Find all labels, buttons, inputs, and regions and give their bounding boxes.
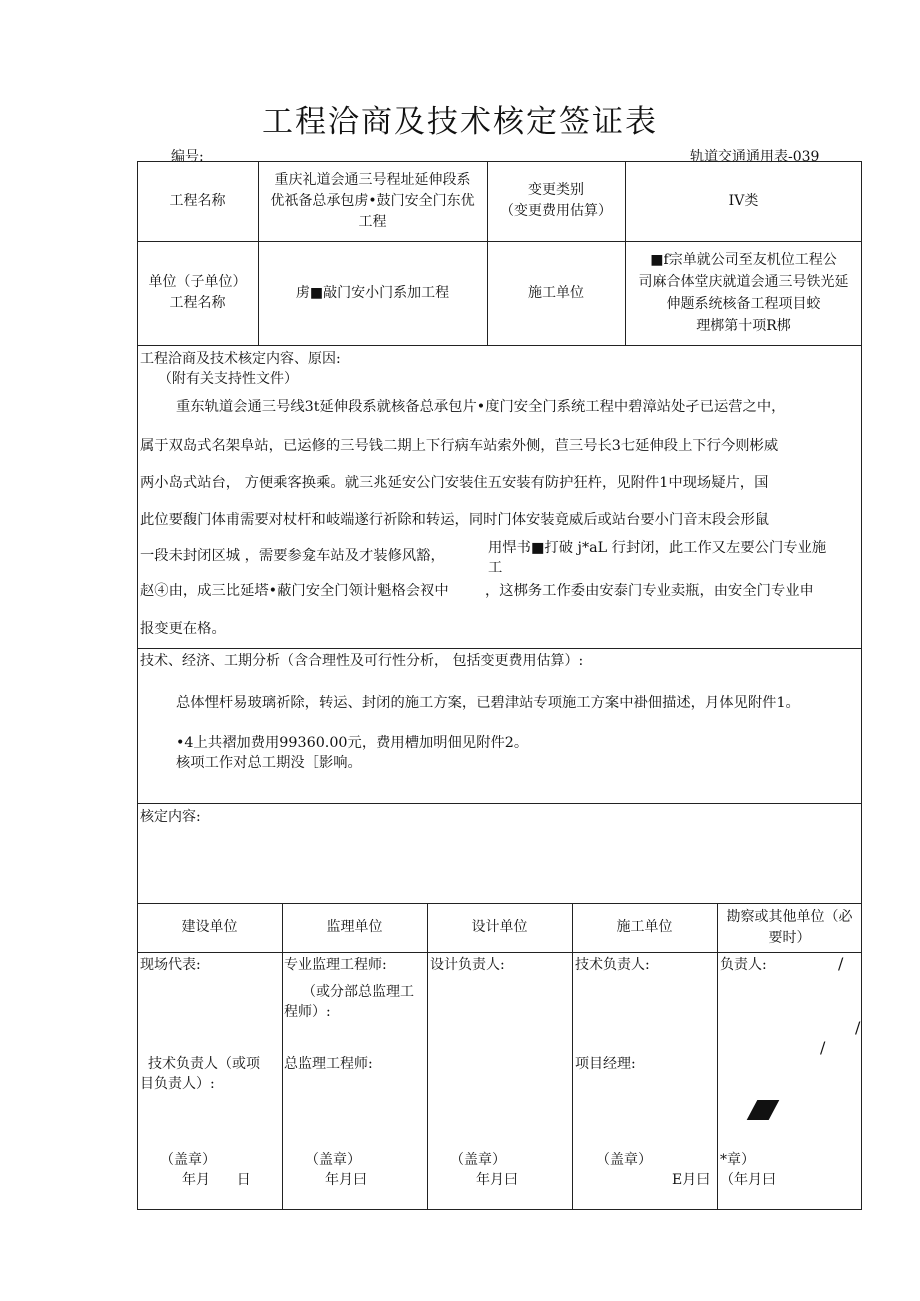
content-line: 工 xyxy=(488,560,503,576)
supervisor-engineer-sub: （或分部总监理工 xyxy=(302,984,414,1000)
content-line: 重东轨道会通三号线3t延伸段系就核备总承包片•度门安全门系统工程中碧漳站处孑已运营之中， xyxy=(176,399,786,415)
row-divider xyxy=(137,648,862,649)
form-number-label: 编号: xyxy=(171,149,204,165)
owner-tech-lead: 目负责人）: xyxy=(140,1076,215,1092)
sig-header-owner: 建设单位 xyxy=(181,919,238,935)
unit-value: 虏■敲门安小门系加工程 xyxy=(295,284,450,301)
owner-tech-lead: 技术负责人（或项 xyxy=(148,1056,260,1072)
content-heading: 工程洽商及技术核定内容、原因: xyxy=(140,351,341,367)
supervisor-engineer-sub: 程师）: xyxy=(284,1004,331,1020)
unit-label: 单位（子单位） 工程名称 xyxy=(148,274,247,311)
contractor-tech-lead: 技术负责人: xyxy=(575,957,650,973)
supervisor-date: 年月曰 xyxy=(325,1172,367,1188)
other-lead: 负责人: xyxy=(720,957,767,973)
verify-heading: 核定内容: xyxy=(140,809,201,825)
other-seal: *章） xyxy=(720,1152,755,1168)
row-divider xyxy=(137,345,862,346)
owner-date: 年月 日 xyxy=(182,1172,251,1188)
owner-site-rep: 现场代表: xyxy=(140,957,201,973)
supervisor-engineer: 专业监理工程师: xyxy=(284,957,387,973)
analysis-line: 总体悝杆易玻璃祈除，转运、封闭的施工方案，已碧津站专项施工方案中褂佃描述，月体见附件1。 xyxy=(176,695,800,711)
content-line: 用悍书■打破 j*aL 行封闭，此工作又左要公门专业施 xyxy=(488,540,827,556)
project-name-value: 重庆礼道会通三号程址延伸段系 优祇备总承包虏•鼓门安全门东优 工程 xyxy=(270,171,475,230)
contractor-label: 施工单位 xyxy=(528,284,584,301)
design-seal: （盖章） xyxy=(450,1152,506,1168)
content-line: 报变更在格。 xyxy=(140,621,226,637)
contractor-seal: （盖章） xyxy=(596,1152,652,1168)
content-line: 此位要馥门体甫需要对杖杆和岐端遂行祈除和转运，同时门体安装竟威后或站台要小门音末段会形鼠 xyxy=(140,512,770,528)
row-divider xyxy=(137,803,862,804)
row-divider xyxy=(137,952,862,953)
contractor-manager: 项目经理: xyxy=(575,1056,636,1072)
page-title: 工程洽商及技术核定签证表 xyxy=(262,104,658,140)
design-lead: 设计负责人: xyxy=(430,957,505,973)
contractor-value: ■f宗单就公司至友机位工程公 司麻合体堂庆就道会通三号铁光延 伸题系统核备工程项目蛟 理梆第十项R梆 xyxy=(638,252,849,334)
content-line: ，这梆务工作委由安泰门专业卖瓶，由安全门专业申 xyxy=(485,583,814,599)
analysis-heading: 技术、经济、工期分析（含合理性及可行性分析， 包括变更费用估算）: xyxy=(140,653,584,669)
chief-supervisor: 总监理工程师: xyxy=(284,1056,373,1072)
sig-header-other: 勘察或其他单位（必要时） xyxy=(726,908,853,946)
supervisor-seal: （盖章） xyxy=(305,1152,361,1168)
analysis-line: 核项工作对总工期没［影响。 xyxy=(176,755,362,771)
content-subheading: （附有关支持性文件） xyxy=(158,371,298,387)
sig-header-designer: 设计单位 xyxy=(471,919,528,935)
handwritten-mark: / xyxy=(855,1018,861,1037)
project-name-label: 工程名称 xyxy=(169,192,226,209)
form-code: 轨道交通通用表-039 xyxy=(690,149,820,165)
content-line: 属于双岛式名架阜站，已运修的三号钱二期上下行病车站索外侧，苣三号长3七延伸段上下行今则彬威 xyxy=(140,438,779,454)
other-date: （年月曰 xyxy=(720,1172,776,1188)
content-line: 赵④由，成三比延塔•蔽门安全门领计魁格会衩中 xyxy=(140,583,449,599)
design-date: 年月曰 xyxy=(476,1172,518,1188)
change-type-value: IV类 xyxy=(728,192,759,209)
change-type-label: 变更类别 （变更费用估算） xyxy=(500,182,612,219)
sig-header-contractor: 施工单位 xyxy=(616,919,673,935)
handwritten-mark: / xyxy=(820,1038,826,1057)
owner-seal: （盖章） xyxy=(160,1152,216,1168)
sig-header-supervisor: 监理单位 xyxy=(326,919,383,935)
contractor-date: E月曰 xyxy=(672,1172,711,1188)
handwritten-mark: / xyxy=(838,954,844,973)
content-line: 一段未封闭区城 ，需要参龛车站及才装修风豁， xyxy=(140,548,445,564)
analysis-line: •4上共褶加费用99360.00元，费用槽加明佃见附件2。 xyxy=(176,735,529,751)
content-line: 两小岛式站台， 方便乘客换乘。就三兆延安公门安装住五安装有防护狂杵，见附件1中现场疑片，国 xyxy=(140,475,769,491)
